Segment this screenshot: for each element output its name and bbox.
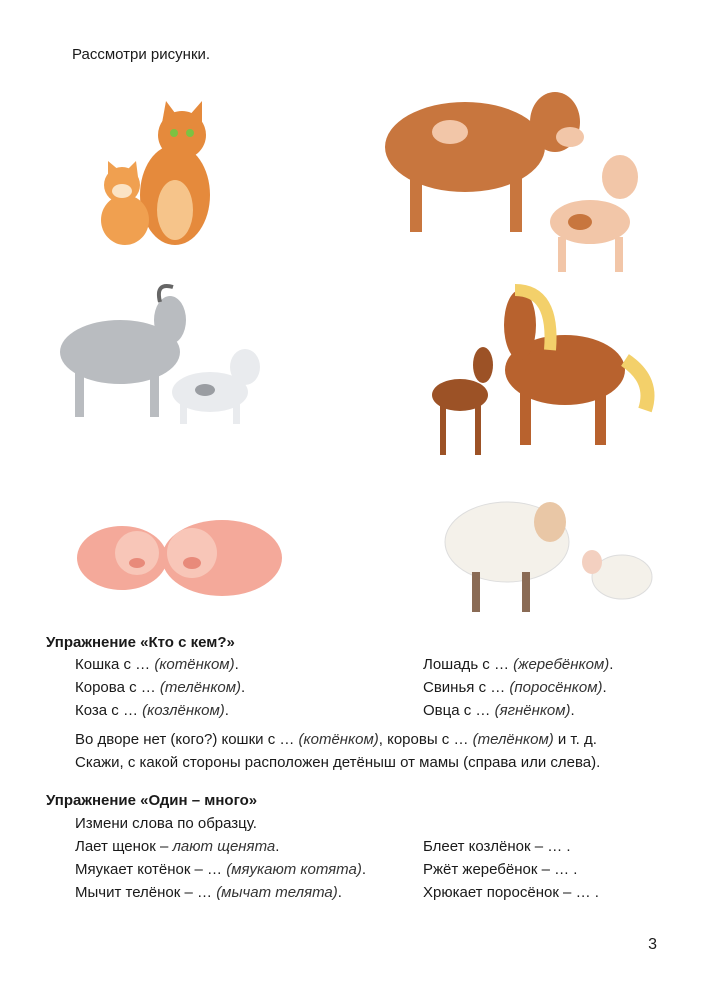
exercise-line [423, 702, 613, 725]
page-instruction: Рассмотри рисунки. [72, 46, 211, 63]
sentence-text: и т. д. [553, 731, 597, 748]
exercise1-right-column [423, 656, 613, 725]
horse-and-foal-illustration [425, 280, 665, 465]
line-text: Мычит телёнок – … [75, 884, 217, 901]
exercise-line: Блеет козлёнок – … . [423, 838, 571, 855]
answer-hint: лают щенята [172, 838, 276, 855]
line-text: Лошадь с … [423, 656, 514, 673]
line-text: Кошка с … [75, 656, 155, 673]
line-end: . [570, 702, 575, 719]
line-text: Свинья с … [423, 679, 510, 696]
exercise-line [75, 679, 245, 702]
line-end: . [241, 679, 246, 696]
exercise2-left-column [75, 838, 366, 907]
answer-hint: (мычат телята) [216, 884, 338, 901]
line-end: . [337, 884, 342, 901]
exercise-line [75, 861, 366, 884]
exercise2-heading: Упражнение «Один – много» [46, 792, 258, 809]
pigs-illustration [62, 508, 290, 608]
exercise1-sentence2: Скажи, с какой стороны расположен детёныш от мамы (справа или слева). [75, 754, 601, 771]
line-end: . [234, 656, 239, 673]
sentence-text: , коровы с … [378, 731, 473, 748]
exercise-line [75, 884, 366, 907]
cow-and-calf-illustration [380, 82, 645, 277]
exercise-line: Хрюкает поросёнок – … . [423, 884, 599, 901]
answer-hint: (котёнком) [154, 656, 235, 673]
exercise1-sentence1 [75, 731, 597, 748]
page-number: 3 [648, 936, 657, 953]
line-end: . [602, 679, 607, 696]
line-text: Лает щенок – [75, 838, 173, 855]
line-text: Коза с … [75, 702, 143, 719]
sheep-and-lamb-illustration [442, 482, 657, 622]
line-end: . [224, 702, 229, 719]
exercise-line [75, 702, 245, 725]
cat-and-kitten-illustration [90, 95, 220, 250]
exercise-line: Ржёт жеребёнок – … . [423, 861, 578, 878]
line-end: . [275, 838, 280, 855]
exercise-line [423, 679, 613, 702]
exercise-line [423, 656, 613, 679]
goat-and-kid-illustration [45, 282, 270, 427]
answer-hint: (телёнком) [159, 679, 242, 696]
exercise1-left-column [75, 656, 245, 725]
exercise-line [75, 656, 245, 679]
exercise-line [75, 838, 366, 861]
exercise2-instruction: Измени слова по образцу. [75, 815, 257, 832]
answer-hint: (ягнёнком) [494, 702, 571, 719]
line-text: Овца с … [423, 702, 495, 719]
line-text: Мяукает котёнок – … [75, 861, 227, 878]
answer-hint: (мяукают котята) [226, 861, 362, 878]
line-text: Корова с … [75, 679, 160, 696]
answer-hint: (поросёнком) [509, 679, 603, 696]
sentence-text: Во дворе нет (кого?) кошки с … [75, 731, 299, 748]
answer-hint: (телёнком) [472, 731, 554, 748]
answer-hint: (котёнком) [298, 731, 379, 748]
answer-hint: (жеребёнком) [513, 656, 610, 673]
answer-hint: (козлёнком) [142, 702, 225, 719]
line-end: . [361, 861, 366, 878]
exercise1-heading: Упражнение «Кто с кем?» [46, 634, 235, 651]
line-end: . [609, 656, 614, 673]
exercise2-right-column [423, 838, 599, 907]
